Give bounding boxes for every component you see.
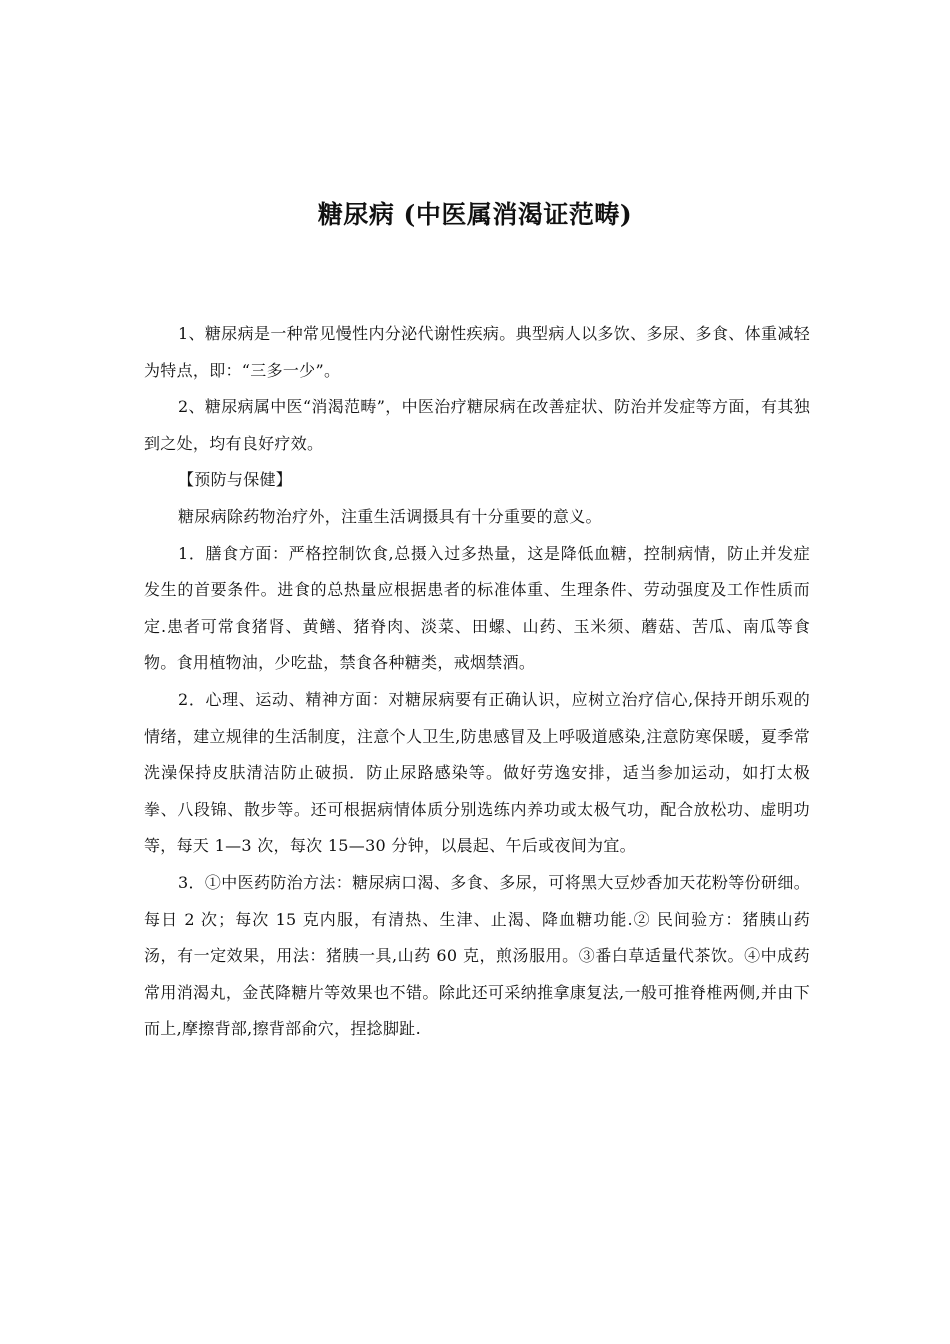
- section-heading-prevention: 【预防与保健】: [178, 470, 293, 490]
- paragraph-diet: 1．膳食方面：严格控制饮食,总摄入过多热量，这是降低血糖，控制病情，防止并发症发生的首要条件。进食的总热量应根据患者的标准体重、生理条件、劳动强度及工作性质而定.患者可常食猪肾、黄鳝、猪脊肉、淡菜、田螺、山药、玉米须、蘑菇、苦瓜、南瓜等食物。食用植物油，少吃盐，禁食各种糖类，戒烟禁酒。: [144, 543, 810, 673]
- paragraph-intro-2: 2、糖尿病属中医“消渴范畴”，中医治疗糖尿病在改善症状、防治并发症等方面，有其独到之处，均有良好疗效。: [144, 397, 810, 453]
- document-title: 糖尿病 (中医属消渴证范畴): [317, 200, 633, 229]
- paragraph-tcm-methods: 3．①中医药防治方法：糖尿病口渴、多食、多尿，可将黑大豆炒香加天花粉等份研细。每日 2 次；每次 15 克内服，有清热、生津、止渴、降血糖功能.② 民间验方：猪胰山药汤，有一定效果，用法：猪胰一具,山药 60 克，煎汤服用。③番白草适量代茶饮。④中成药常用消渴丸，金芪降糖片等效果也不错。除此还可采纳推拿康复法,一般可推脊椎两侧,并由下而上,摩擦背部,擦背部俞穴，捏捻脚趾.: [144, 872, 810, 1039]
- paragraph-prevention-intro: 糖尿病除药物治疗外，注重生活调摄具有十分重要的意义。: [178, 506, 602, 526]
- paragraph-mental-exercise: 2．心理、运动、精神方面：对糖尿病要有正确认识，应树立治疗信心,保持开朗乐观的情绪，建立规律的生活制度，注意个人卫生,防患感冒及上呼吸道感染,注意防寒保暖，夏季常洗澡保持皮肤清洁防止破损．防止尿路感染等。做好劳逸安排，适当参加运动，如打太极拳、八段锦、散步等。还可根据病情体质分别选练内养功或太极气功，配合放松功、虚明功等，每天 1—3 次，每次 15—30 分钟，以晨起、午后或夜间为宜。: [144, 689, 810, 856]
- paragraph-intro-1: 1、糖尿病是一种常见慢性内分泌代谢性疾病。典型病人以多饮、多尿、多食、体重减轻为特点，即：“三多一少”。: [144, 324, 810, 380]
- document-body: [144, 316, 810, 1048]
